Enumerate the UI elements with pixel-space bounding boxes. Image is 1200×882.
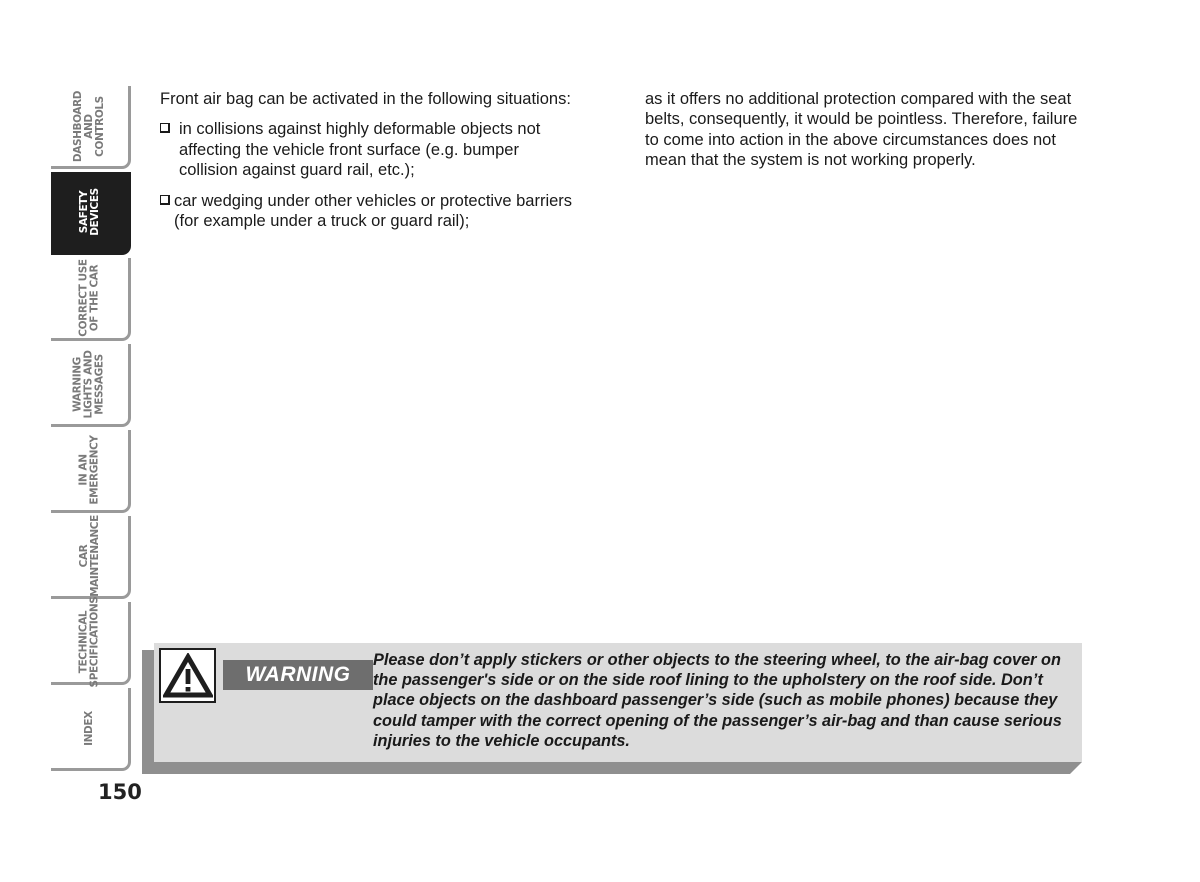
tab-safety-devices[interactable] (51, 172, 131, 255)
list-item (160, 119, 580, 180)
tab-dashboard-and-controls[interactable] (51, 86, 131, 169)
page-number: 150 (98, 780, 142, 804)
right-column (645, 89, 1085, 171)
list-item-text: car wedging under other vehicles or protective barriers (for example under a truck or guard rail); (174, 191, 573, 231)
checkbox-bullet-icon (160, 123, 170, 133)
tab-warning-lights-and-messages[interactable] (51, 344, 131, 427)
tab-label: TECHNICAL SPECIFICATIONS (77, 596, 101, 688)
tab-correct-use-of-the-car[interactable] (51, 258, 131, 341)
tab-label: SAFETY DEVICES (77, 188, 101, 236)
tab-label: CAR MAINTENANCE (77, 515, 101, 597)
warning-triangle-icon (159, 648, 216, 703)
warning-box (154, 643, 1082, 762)
tab-car-maintenance[interactable] (51, 516, 131, 599)
tab-in-an-emergency[interactable] (51, 430, 131, 513)
tab-label: WARNING LIGHTS AND MESSAGES (71, 349, 106, 419)
tab-label: INDEX (83, 710, 95, 746)
tab-index[interactable] (51, 688, 131, 771)
left-column (160, 89, 580, 241)
intro-paragraph: Front air bag can be activated in the following situations: (160, 90, 571, 108)
tab-label: CORRECT USE OF THE CAR (77, 259, 101, 337)
continuation-paragraph: as it offers no additional protection compared with the seat belts, consequently, it would be pointless. Therefore, failure to come into action in the above circumstances does not mean that the system is not working properly. (645, 90, 1078, 170)
list-item (160, 191, 580, 232)
tab-label: IN AN EMERGENCY (77, 435, 101, 505)
checkbox-bullet-icon (160, 195, 170, 205)
list-item-text: in collisions against highly deformable objects not affecting the vehicle front surface (e.g. bumper collision against guard rail, etc.); (179, 120, 541, 180)
chapter-tabs (51, 86, 133, 774)
warning-label: WARNING (223, 660, 373, 690)
tab-technical-specifications[interactable] (51, 596, 131, 688)
tab-label: DASHBOARD AND CONTROLS (71, 90, 106, 162)
warning-text: Please don’t apply stickers or other objects to the steering wheel, to the air-bag cover on the passenger's side or on the side roof lining to the upholstery on the roof side. Don’t place objects on the dashboard passenger’s side (such as mobile phones) because they could tamper with the correct opening of the passenger’s air-bag and than cause serious injuries to the vehicle occupants. (373, 651, 1062, 750)
